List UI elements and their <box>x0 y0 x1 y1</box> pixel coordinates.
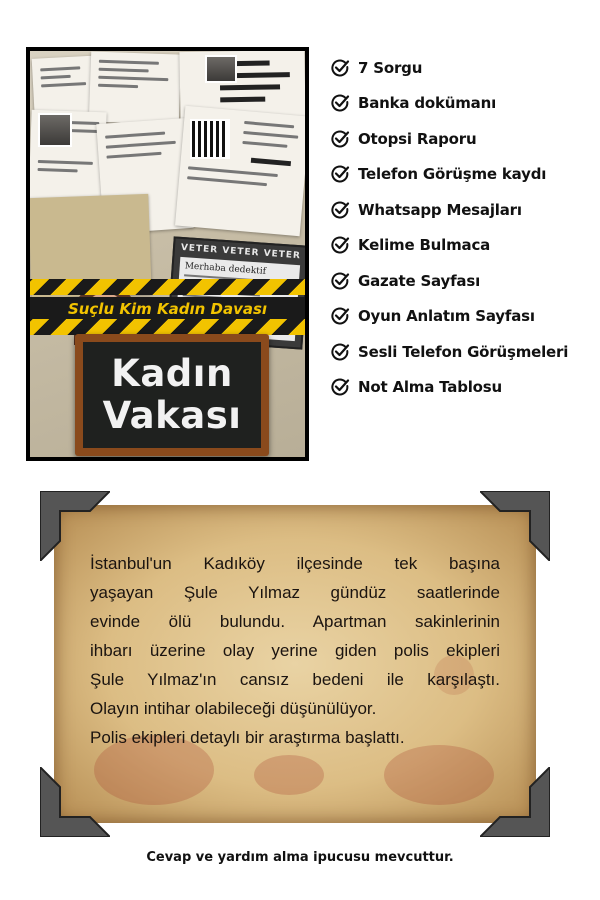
caution-tape <box>30 279 305 295</box>
check-circle-icon <box>330 377 350 397</box>
feature-item <box>330 121 590 157</box>
feature-item <box>330 334 590 370</box>
feature-item <box>330 86 590 122</box>
feature-label: Telefon Görüşme kaydı <box>358 165 547 184</box>
story-line: İstanbul'un Kadıköy ilçesinde tek başına <box>90 554 500 573</box>
feature-item <box>330 299 590 335</box>
check-circle-icon <box>330 235 350 255</box>
check-circle-icon <box>330 93 350 113</box>
check-circle-icon <box>330 306 350 326</box>
feature-label: 7 Sorgu <box>358 58 423 77</box>
feature-label: Sesli Telefon Görüşmeleri <box>358 342 569 361</box>
story-text <box>90 549 500 752</box>
frame-corner-bottom-left <box>40 767 110 837</box>
check-circle-icon <box>330 342 350 362</box>
feature-label: Kelime Bulmaca <box>358 236 491 255</box>
chalkboard <box>75 334 269 456</box>
frame-corner-bottom-right <box>480 767 550 837</box>
hint-note: Cevap ve yardım alma ipucusu mevcuttur. <box>146 850 454 865</box>
feature-item <box>330 370 590 406</box>
check-circle-icon <box>330 164 350 184</box>
story-line: ihbarı üzerine olay yerine giden polis ekipleri <box>90 641 500 660</box>
suspect-photo <box>38 113 72 147</box>
caution-tape <box>30 319 305 335</box>
feature-label: Gazate Sayfası <box>358 271 481 290</box>
note-title: Merhaba dedektif <box>184 261 267 277</box>
story-line: evinde ölü bulundu. Apartman sakinlerinin <box>90 612 500 631</box>
feature-label: Oyun Anlatım Sayfası <box>358 307 535 326</box>
cover-collage <box>30 51 305 457</box>
feature-item <box>330 263 590 299</box>
check-circle-icon <box>330 200 350 220</box>
story-panel <box>40 491 550 837</box>
story-line: Polis ekipleri detaylı bir araştırma başlattı. <box>90 728 405 747</box>
feature-list <box>330 50 590 405</box>
story-line: Olayın intihar olabileceği düşünülüyor. <box>90 699 377 718</box>
feature-label: Whatsapp Mesajları <box>358 200 522 219</box>
feature-label: Not Alma Tablosu <box>358 378 502 397</box>
suspect-photo <box>205 55 237 83</box>
check-circle-icon <box>330 271 350 291</box>
story-line: yaşayan Şule Yılmaz gündüz saatlerinde <box>90 583 500 602</box>
feature-item <box>330 50 590 86</box>
product-cover-image <box>26 47 309 461</box>
board-title-line-2: Vakası <box>102 394 242 437</box>
check-circle-icon <box>330 129 350 149</box>
feature-item <box>330 192 590 228</box>
story-line: Şule Yılmaz'ın cansız bedeni ile karşılaştı. <box>90 670 500 689</box>
board-title-line-1: Kadın <box>111 352 233 395</box>
qr-code <box>190 119 230 159</box>
feature-label: Otopsi Raporu <box>358 129 477 148</box>
feature-item <box>330 228 590 264</box>
note-header: VETER VETER VETER <box>180 242 302 262</box>
cover-banner: Suçlu Kim Kadın Davası <box>30 297 305 321</box>
check-circle-icon <box>330 58 350 78</box>
feature-item <box>330 157 590 193</box>
feature-label: Banka dokümanı <box>358 94 497 113</box>
